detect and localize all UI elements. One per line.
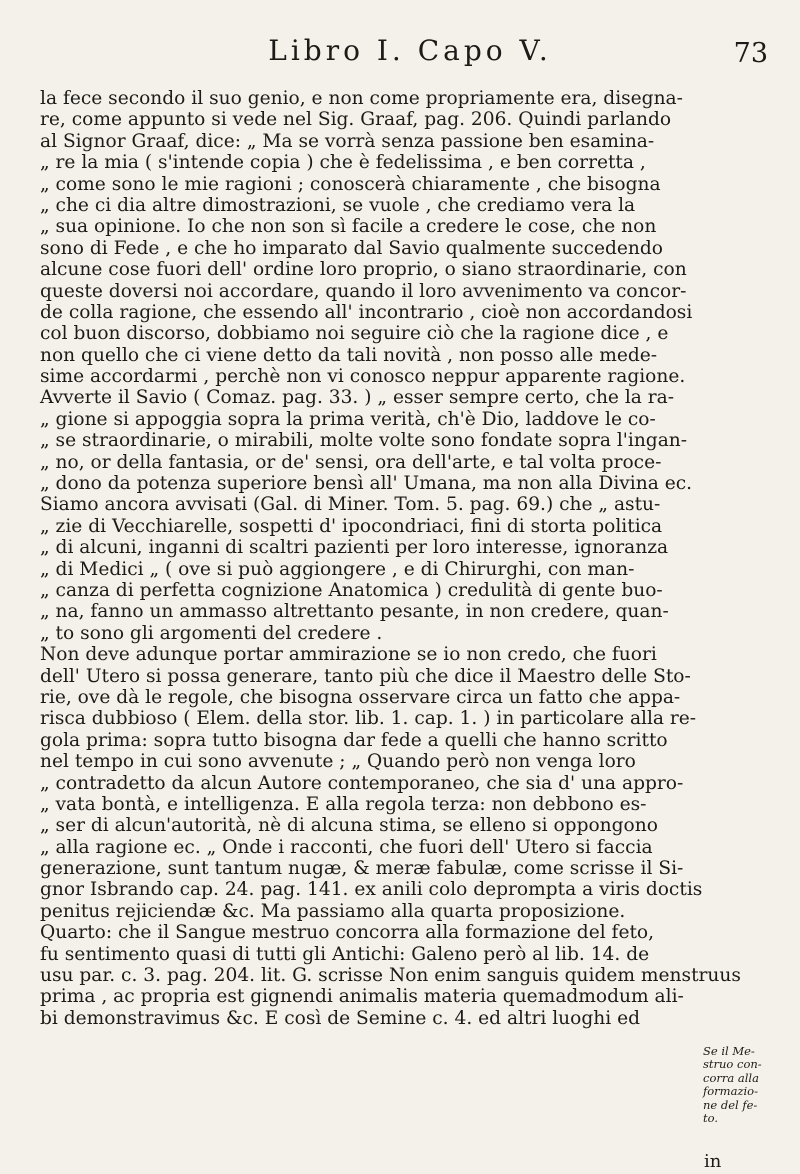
text-line: Quarto: che il Sangue mestruo concorra alla formazione del feto, xyxy=(40,922,655,944)
page-number: 73 xyxy=(733,38,768,69)
text-line: Non deve adunque portar ammirazione se io non credo, che fuori xyxy=(40,644,657,666)
text-line: „ gione si appoggia sopra la prima verità, ch'è Dio, laddove le co- xyxy=(40,408,656,430)
running-head: Libro I. Capo V. xyxy=(268,34,552,67)
margin-note-line: ne del fe- xyxy=(703,1097,758,1112)
text-line: alcune cose fuori dell' ordine loro proprio, o siano straordinarie, con xyxy=(40,259,687,281)
text-line: „ ser di alcun'autorità, nè di alcuna stima, se elleno si oppongono xyxy=(40,815,658,837)
text-line: „ re la mia ( s'intende copia ) che è fedelissima , e ben corretta , xyxy=(40,152,646,174)
margin-note-line: corra alla xyxy=(703,1070,759,1085)
catchword: in xyxy=(704,1151,722,1172)
text-line: queste doversi noi accordare, quando il loro avvenimento va concor- xyxy=(40,280,687,302)
text-line: prima , ac propria est gignendi animalis materia quemadmodum ali- xyxy=(40,986,684,1008)
margin-note xyxy=(703,1045,779,1125)
text-line: „ no, or della fantasia, or de' sensi, ora dell'arte, e tal volta proce- xyxy=(40,451,662,473)
text-line: sono di Fede , e che ho imparato dal Savio qualmente succedendo xyxy=(40,237,663,259)
text-line: re, come appunto si vede nel Sig. Graaf, pag. 206. Quindi parlando xyxy=(40,109,672,131)
text-line: „ come sono le mie ragioni ; conoscerà chiaramente , che bisogna xyxy=(40,173,661,195)
text-line: Avverte il Savio ( Comaz. pag. 33. ) „ esser sempre certo, che la ra- xyxy=(40,387,675,409)
text-line: dell' Utero si possa generare, tanto più che dice il Maestro delle Sto- xyxy=(40,665,691,687)
text-line: usu par. c. 3. pag. 204. lit. G. scrisse Non enim sanguis quidem menstruus xyxy=(40,965,741,987)
text-line: generazione, sunt tantum nugæ, & meræ fabulæ, come scrisse il Si- xyxy=(40,858,684,880)
text-line: sime accordarmi , perchè non vi conosco neppur apparente ragione. xyxy=(40,366,686,388)
text-line: „ canza di perfetta cognizione Anatomica ) credulità di gente buo- xyxy=(40,579,663,601)
text-line: „ di alcuni, inganni di scaltri pazienti per loro interesse, ignoranza xyxy=(40,537,669,559)
text-line: „ sua opinione. Io che non son sì facile a credere le cose, che non xyxy=(40,216,657,238)
margin-note-line: formazio- xyxy=(703,1084,758,1099)
text-line: „ alla ragione ec. „ Onde i racconti, che fuori dell' Utero si faccia xyxy=(40,836,653,858)
text-line: Siamo ancora avvisati (Gal. di Miner. Tom. 5. pag. 69.) che „ astu- xyxy=(40,494,661,516)
text-line: „ na, fanno un ammasso altrettanto pesante, in non credere, quan- xyxy=(40,601,669,623)
margin-note-line: struo con- xyxy=(703,1057,762,1072)
text-line: „ che ci dia altre dimostrazioni, se vuole , che crediamo vera la xyxy=(40,194,636,216)
text-line: fu sentimento quasi di tutti gli Antichi: Galeno però al lib. 14. de xyxy=(40,943,650,965)
text-line: „ contradetto da alcun Autore contemporaneo, che sia d' una appro- xyxy=(40,772,684,794)
text-line: risca dubbioso ( Elem. della stor. lib. 1. cap. 1. ) in particolare alla re- xyxy=(40,708,697,730)
text-line: non quello che ci viene detto da tali novità , non posso alle mede- xyxy=(40,344,658,366)
page-header xyxy=(40,20,780,70)
text-line: „ di Medici „ ( ove si può aggiongere , e di Chirurghi, con man- xyxy=(40,558,635,580)
margin-note-line: Se il Me- xyxy=(703,1044,755,1058)
text-line: gnor Isbrando cap. 24. pag. 141. ex anili colo deprompta a viris doctis xyxy=(40,879,703,901)
text-line: „ dono da potenza superiore bensì all' Umana, ma non alla Divina ec. xyxy=(40,473,693,495)
text-line: al Signor Graaf, dice: „ Ma se vorrà senza passione ben esamina- xyxy=(40,130,655,152)
text-line: col buon discorso, dobbiamo noi seguire ciò che la ragione dice , e xyxy=(40,323,669,345)
text-line: la fece secondo il suo genio, e non come propriamente era, disegna- xyxy=(40,88,683,109)
text-line: nel tempo in cui sono avvenute ; „ Quando però non venga loro xyxy=(40,751,636,773)
text-line: bi demonstravimus &c. E così de Semine c. 4. ed altri luoghi ed xyxy=(40,1007,640,1029)
text-line: „ se straordinarie, o mirabili, molte volte sono fondate sopra l'ingan- xyxy=(40,430,688,452)
text-line: rie, ove dà le regole, che bisogna osservare circa un fatto che appa- xyxy=(40,686,681,708)
text-line: „ zie di Vecchiarelle, sospetti d' ipocondriaci, fini di storta politica xyxy=(40,515,663,537)
text-line: penitus rejiciendæ &c. Ma passiamo alla quarta proposizione. xyxy=(40,900,626,922)
body-text xyxy=(40,88,785,1029)
text-line: „ vata bontà, e intelligenza. E alla regola terza: non debbono es- xyxy=(40,793,647,815)
margin-note-line: to. xyxy=(703,1111,718,1126)
text-line: gola prima: sopra tutto bisogna dar fede a quelli che hanno scritto xyxy=(40,729,668,751)
text-line: „ to sono gli argomenti del credere . xyxy=(40,622,383,644)
text-line: de colla ragione, che essendo all' incontrario , cioè non accordandosi xyxy=(40,301,693,323)
